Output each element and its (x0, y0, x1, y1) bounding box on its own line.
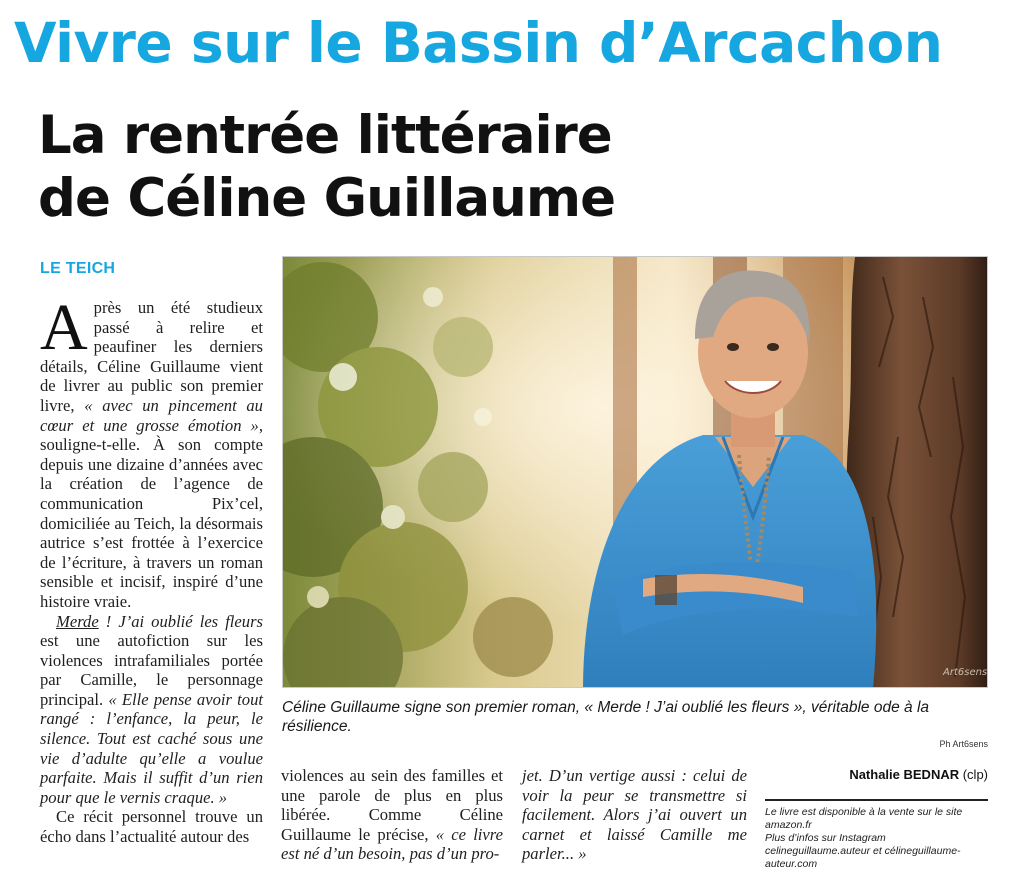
section-rubric: Vivre sur le Bassin d’Arcachon (14, 11, 943, 75)
divider-rule (765, 799, 988, 801)
headline-line-2: de Céline Guillaume (38, 168, 616, 229)
info-line-1: Le livre est disponible à la vente sur le site amazon.fr (765, 806, 963, 831)
book-title-rest: ! J’ai oublié les fleurs (98, 611, 263, 631)
column-2-quote: « ce livre est né d’un besoin, pas d’un pro- (281, 824, 503, 864)
photo-credit: Ph Art6sens (939, 739, 988, 749)
photo-watermark: Art6sens (943, 667, 988, 678)
article-photo (282, 256, 988, 688)
column-3-quote: jet. D’un vertige aussi : celui de voir la peur se transmettre si facilement. Alors j’ai ouvert un carnet et laissé Camille me parler... » (522, 766, 747, 864)
portrait-illustration (283, 257, 988, 688)
photo-caption: Céline Guillaume signe son premier roman, « Merde ! J’ai oublié les fleurs », véritable ode à la résilience. (282, 699, 930, 735)
article-column-3 (522, 766, 747, 864)
article-column-1 (40, 291, 263, 847)
info-line-2: Plus d’infos sur Instagram celineguillaume.auteur et célineguillaume-auteur.com (765, 832, 961, 870)
book-title-underlined: Merde (56, 611, 99, 631)
paragraph-3: Ce récit personnel trouve un écho dans l’actualité autour des (40, 807, 263, 847)
paragraph-1-quote: « avec un pincement au cœur et une grosse émotion » (40, 395, 263, 435)
column-2-paragraph (281, 766, 503, 864)
column-3-paragraph (522, 766, 747, 864)
drop-cap: A (40, 291, 88, 364)
author-name: Nathalie BEDNAR (849, 767, 960, 782)
info-box (765, 806, 988, 871)
paragraph-1 (40, 291, 263, 612)
paragraph-2 (40, 612, 263, 808)
headline-line-1: La rentrée littéraire (38, 105, 612, 166)
author-signature (765, 767, 988, 783)
paragraph-1-text: près un été studieux passé à relire et peaufiner les derniers détails, Céline Guillaume vient de livrer au public son premier livre, (40, 298, 263, 415)
article-column-2 (281, 766, 503, 864)
article-headline (38, 104, 938, 230)
paragraph-1-rest: , souligne-t-elle. À son compte depuis une dizaine d’années avec la création de l’agence de communication Pix’cel, domiciliée au Teich, la désormais autrice s’est frottée à l’exercice de l’écriture, à travers un roman sensible et incisif, inspiré d’une histoire vraie. (40, 415, 263, 611)
column-2-text: violences au sein des familles et une parole de plus en plus libérée. Comme Céline Guillaume le précise, (281, 766, 503, 844)
author-suffix: (clp) (959, 767, 988, 782)
location-tag: LE TEICH (40, 260, 116, 277)
paragraph-2-quote: « Elle pense avoir tout rangé : l’enfance, la peur, le silence. Tout est caché sous une vie d’adulte qu’elle a voulue parfaite. Mais il suffit d’un rien pour que le vernis craque. » (40, 689, 263, 807)
paragraph-2-text: est une autofiction sur les violences intrafamiliales portée par Camille, le personnage principal. (40, 631, 263, 709)
